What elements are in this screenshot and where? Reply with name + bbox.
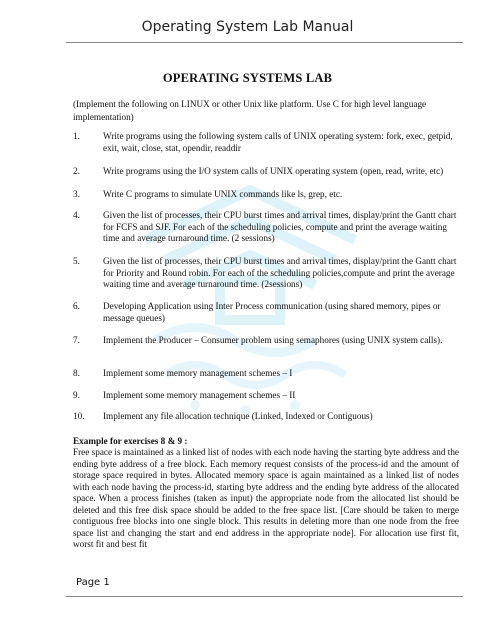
intro-text: (Implement the following on LINUX or other Unix like platform. Use C for high level language implementation)	[73, 99, 427, 122]
item-number: 5.	[73, 256, 80, 266]
item-number: 4.	[73, 210, 80, 220]
item-text: Write programs using the I/O system calls of UNIX operating system (open, read, write, etc)	[103, 166, 444, 176]
header-divider	[66, 42, 463, 43]
item-text: Write programs using the following system calls of UNIX operating system: fork, exec, getpid, exit, wait, close, stat, opendir, readdir	[103, 131, 453, 153]
footer-divider	[66, 596, 463, 597]
page-header: Operating System Lab Manual	[141, 19, 354, 35]
item-number: 8.	[73, 368, 80, 378]
page-number: Page 1	[76, 577, 110, 588]
item-text: Implement the Producer – Consumer problem using semaphores (using UNIX system calls).	[103, 335, 443, 345]
example-heading: Example for exercises 8 & 9 :	[73, 436, 188, 446]
item-number: 6.	[73, 301, 80, 311]
example-body: Free space is maintained as a linked list of nodes with each node having the starting byte address and the ending byte address of a free block. Each memory request consists of the process-id and the amount of storage space required in bytes. Allocated memory space is again maintained as a linked list of nodes with each node having the process-id, starting byte address and the ending byte address of the allocated space. When a process finishes (taken as input) the appropriate node from the allocated list should be deleted and this free disk space should be added to the free space list. [Care should be taken to merge contiguous free blocks into one single block. This results in deleting more than one node from the free space list and changing the start and end address in the appropriate node]. For allocation use first fit, worst fit and best fit	[73, 447, 459, 549]
item-number: 7.	[73, 335, 80, 345]
item-number: 9.	[73, 390, 80, 400]
item-number: 3.	[73, 189, 80, 199]
document-title: OPERATING SYSTEMS LAB	[162, 71, 333, 85]
item-text: Implement some memory management schemes – I	[103, 368, 293, 378]
item-text: Developing Application using Inter Process communication (using shared memory, pipes or message queues)	[103, 301, 441, 323]
item-text: Implement any file allocation technique (Linked, Indexed or Contiguous)	[103, 411, 373, 421]
item-text: Implement some memory management schemes – II	[103, 390, 296, 400]
item-text: Write C programs to simulate UNIX commands like ls, grep, etc.	[103, 189, 343, 199]
item-number: 1.	[73, 131, 80, 141]
item-number: 10.	[73, 411, 85, 421]
item-number: 2.	[73, 166, 80, 176]
item-text: Given the list of processes, their CPU burst times and arrival times, display/print the Gantt chart for FCFS and SJF. For each of the scheduling policies, compute and print the average waiting time and average turnaround time. (2 sessions)	[103, 210, 457, 243]
item-text: Given the list of processes, their CPU burst times and arrival times, display/print the Gantt chart for Priority and Round robin. For each of the scheduling policies,compute and print the average waiting time and average turnaround time. (2sessions)	[103, 256, 457, 289]
